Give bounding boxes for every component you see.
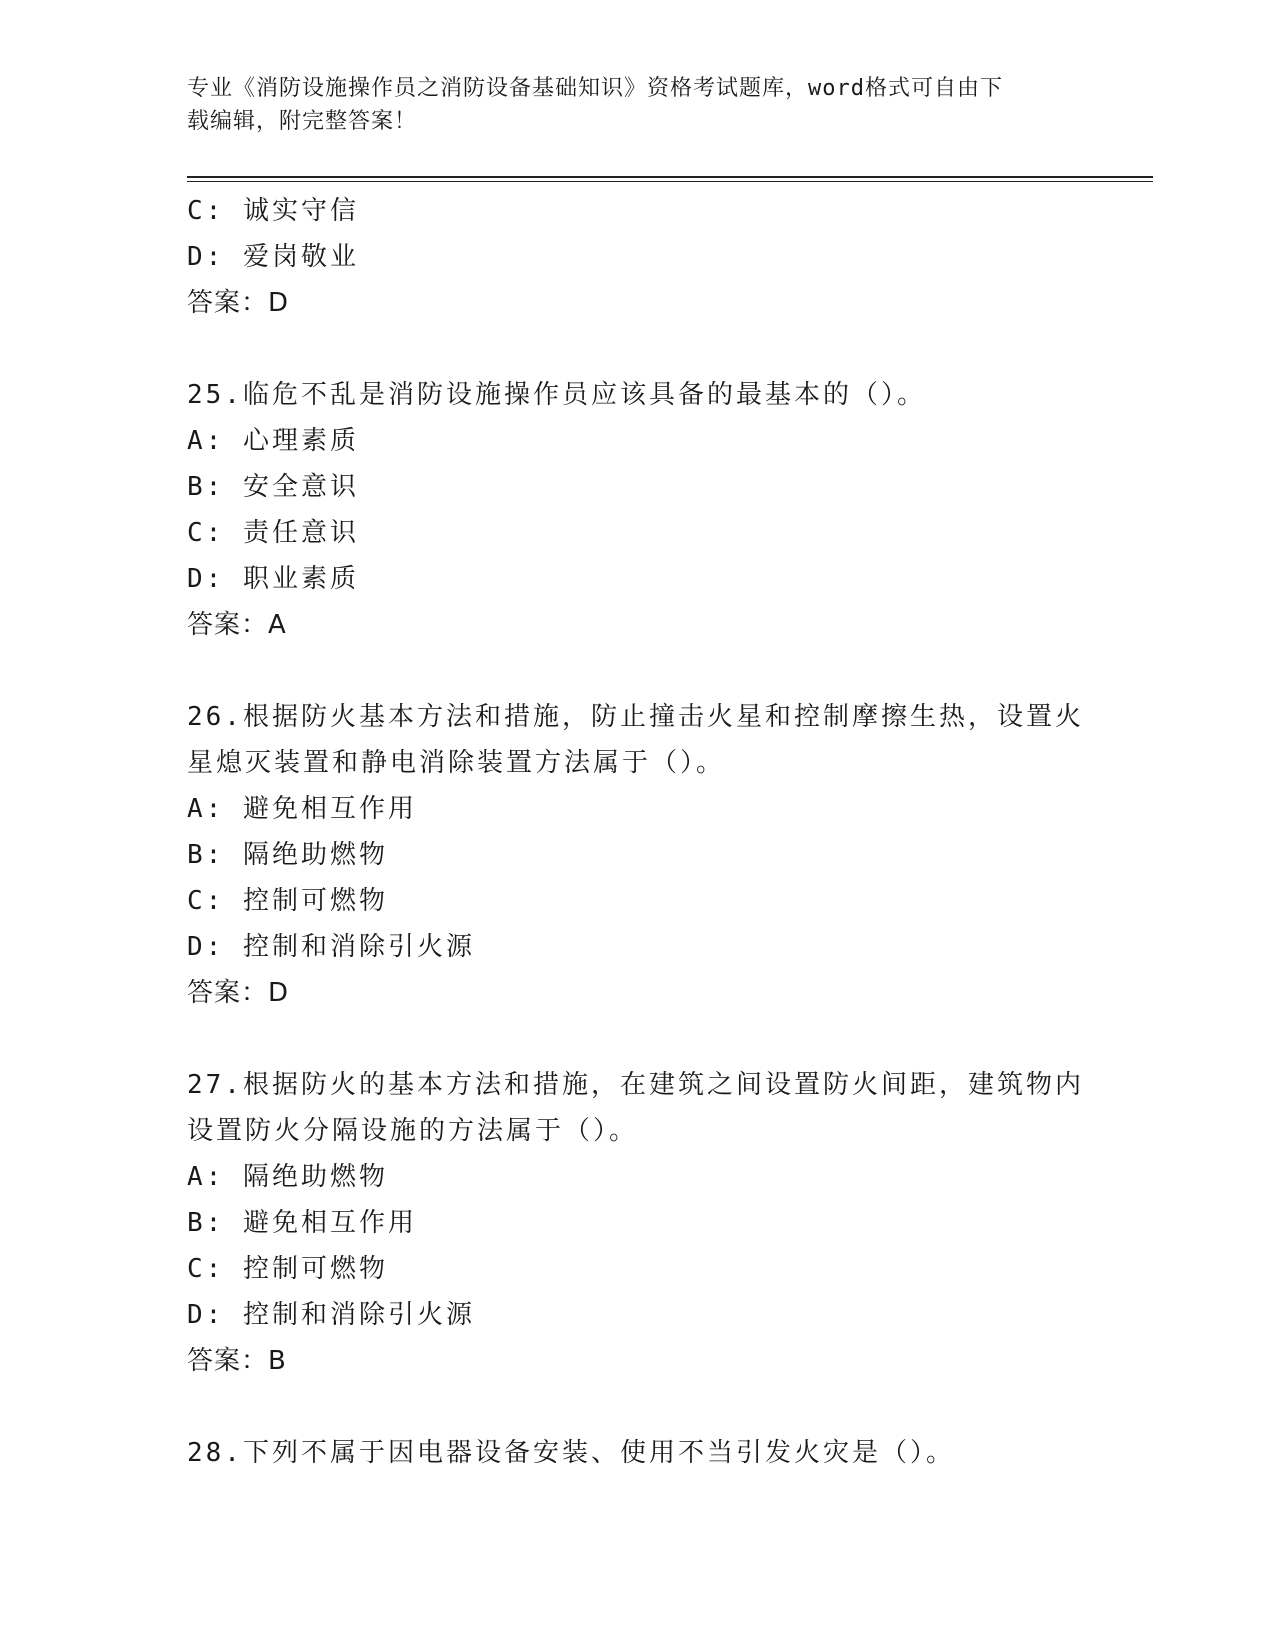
question-text-continued: 星熄灭装置和静电消除装置方法属于（）。: [187, 748, 726, 778]
option-b: B: 安全意识: [187, 472, 359, 502]
option-c: C: 诚实守信: [187, 196, 359, 226]
header-divider-thin: [187, 181, 1153, 182]
header-divider-thick: [187, 176, 1153, 178]
option-d: D: 职业素质: [187, 564, 359, 594]
question-text: 27.根据防火的基本方法和措施，在建筑之间设置防火间距，建筑物内: [187, 1070, 1084, 1100]
question-24-tail: [187, 188, 1087, 326]
question-text: 28.下列不属于因电器设备安装、使用不当引发火灾是（）。: [187, 1438, 955, 1468]
option-a: A: 隔绝助燃物: [187, 1162, 388, 1192]
header-line-2: 载编辑，附完整答案！: [187, 109, 418, 134]
option-b: B: 隔绝助燃物: [187, 840, 388, 870]
question-text-continued: 设置防火分隔设施的方法属于（）。: [187, 1116, 639, 1146]
option-c: C: 责任意识: [187, 518, 359, 548]
option-a: A: 避免相互作用: [187, 794, 417, 824]
option-b: B: 避免相互作用: [187, 1208, 417, 1238]
answer-line: 答案：D: [187, 978, 290, 1008]
header-line-1: 专业《消防设施操作员之消防设备基础知识》资格考试题库，word格式可自由下: [187, 76, 1003, 101]
option-a: A: 心理素质: [187, 426, 359, 456]
spacer: [187, 326, 1087, 372]
question-25: [187, 372, 1087, 648]
question-list: [187, 188, 1087, 1476]
option-c: C: 控制可燃物: [187, 886, 388, 916]
spacer: [187, 1016, 1087, 1062]
question-text: 26.根据防火基本方法和措施，防止撞击火星和控制摩擦生热，设置火: [187, 702, 1084, 732]
document-header: [187, 72, 1067, 138]
option-d: D: 控制和消除引火源: [187, 1300, 475, 1330]
option-d: D: 控制和消除引火源: [187, 932, 475, 962]
question-26: [187, 694, 1087, 1016]
option-c: C: 控制可燃物: [187, 1254, 388, 1284]
question-28: [187, 1430, 1087, 1476]
answer-line: 答案：B: [187, 1346, 287, 1376]
answer-line: 答案：D: [187, 288, 290, 318]
spacer: [187, 1384, 1087, 1430]
spacer: [187, 648, 1087, 694]
option-d: D: 爱岗敬业: [187, 242, 359, 272]
answer-line: 答案：A: [187, 610, 287, 640]
question-27: [187, 1062, 1087, 1384]
question-text: 25.临危不乱是消防设施操作员应该具备的最基本的（）。: [187, 380, 926, 410]
